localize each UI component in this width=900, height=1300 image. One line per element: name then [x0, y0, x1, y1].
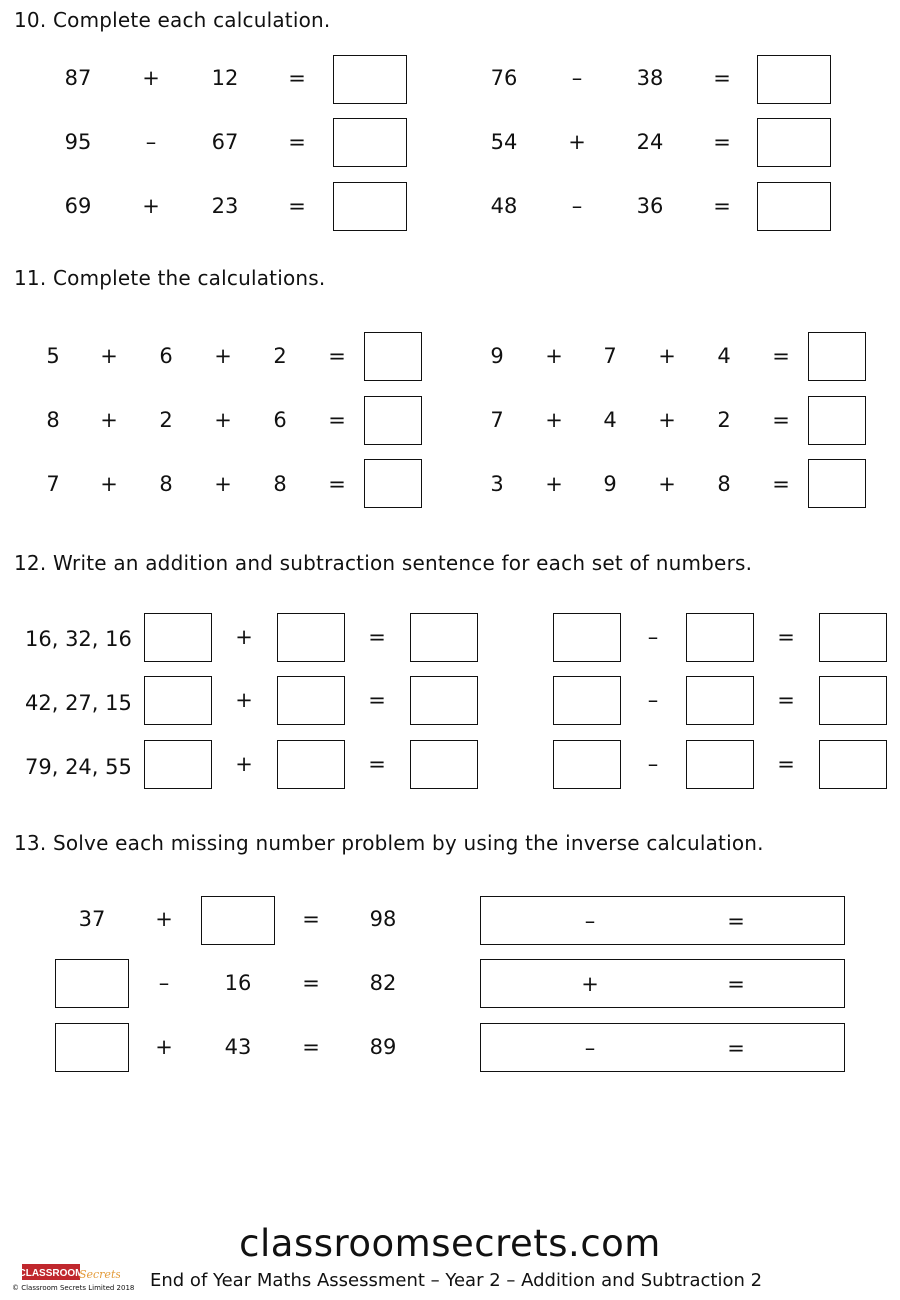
- answer-box[interactable]: [277, 613, 345, 662]
- answer-box[interactable]: [144, 613, 212, 662]
- operand: 8: [717, 472, 731, 496]
- equals-sign: =: [302, 1035, 320, 1059]
- operator: +: [214, 408, 232, 432]
- operator: +: [142, 66, 160, 90]
- answer-box[interactable]: [808, 332, 866, 381]
- equals-sign: =: [772, 344, 790, 368]
- answer-box[interactable]: [55, 1023, 129, 1072]
- answer-box[interactable]: [364, 459, 422, 508]
- answer-box[interactable]: [410, 676, 478, 725]
- question-12-title: 12. Write an addition and subtraction sentence for each set of numbers.: [14, 551, 753, 575]
- operator: –: [145, 130, 157, 154]
- answer-box[interactable]: [686, 676, 754, 725]
- answer-box[interactable]: [410, 613, 478, 662]
- operand: 8: [46, 408, 60, 432]
- equals-sign: =: [328, 472, 346, 496]
- operator: +: [100, 344, 118, 368]
- operand: 9: [603, 472, 617, 496]
- answer-box[interactable]: [144, 676, 212, 725]
- operand: 67: [211, 130, 239, 154]
- operator: +: [100, 408, 118, 432]
- answer-box[interactable]: [364, 332, 422, 381]
- operator: +: [658, 408, 676, 432]
- equals-sign: =: [772, 408, 790, 432]
- equals-sign: =: [777, 688, 795, 712]
- number-set: 42, 27, 15: [25, 691, 132, 715]
- equals-sign: =: [777, 752, 795, 776]
- equals-sign: =: [727, 909, 745, 933]
- operator: +: [214, 344, 232, 368]
- operand: 8: [273, 472, 287, 496]
- operator: –: [584, 1036, 596, 1060]
- equals-sign: =: [713, 194, 731, 218]
- operator: +: [545, 472, 563, 496]
- operator: –: [584, 909, 596, 933]
- equals-sign: =: [713, 66, 731, 90]
- equals-sign: =: [727, 972, 745, 996]
- answer-box[interactable]: [553, 676, 621, 725]
- operand: 4: [717, 344, 731, 368]
- operand: 9: [490, 344, 504, 368]
- operator: –: [571, 66, 583, 90]
- operand: 6: [273, 408, 287, 432]
- answer-box[interactable]: [553, 613, 621, 662]
- operator: –: [647, 688, 659, 712]
- operand: 2: [273, 344, 287, 368]
- answer-box[interactable]: [686, 740, 754, 789]
- operator: +: [155, 907, 173, 931]
- operand: 24: [636, 130, 664, 154]
- svg-text:Secrets: Secrets: [78, 1268, 120, 1281]
- equals-sign: =: [727, 1036, 745, 1060]
- operand: 4: [603, 408, 617, 432]
- operand: 3: [490, 472, 504, 496]
- answer-box[interactable]: [757, 182, 831, 231]
- operand: 48: [490, 194, 518, 218]
- svg-text:CLASSROOM: CLASSROOM: [20, 1268, 84, 1279]
- answer-box[interactable]: [277, 740, 345, 789]
- number-set: 16, 32, 16: [25, 627, 132, 651]
- operand: 76: [490, 66, 518, 90]
- answer-box[interactable]: [757, 55, 831, 104]
- answer-box[interactable]: [757, 118, 831, 167]
- operand: 38: [636, 66, 664, 90]
- operand: 7: [490, 408, 504, 432]
- operator: –: [647, 752, 659, 776]
- equals-sign: =: [328, 344, 346, 368]
- equals-sign: =: [328, 408, 346, 432]
- copyright-notice: © Classroom Secrets Limited 2018: [12, 1284, 135, 1292]
- inverse-calculation-box[interactable]: [480, 959, 845, 1008]
- answer-box[interactable]: [144, 740, 212, 789]
- operand: 95: [64, 130, 92, 154]
- operand: 54: [490, 130, 518, 154]
- result: 98: [369, 907, 397, 931]
- answer-box[interactable]: [333, 182, 407, 231]
- answer-box[interactable]: [808, 459, 866, 508]
- inverse-calculation-box[interactable]: [480, 1023, 845, 1072]
- question-13-title: 13. Solve each missing number problem by using the inverse calculation.: [14, 831, 764, 855]
- operand: 43: [224, 1035, 252, 1059]
- operator: +: [235, 688, 253, 712]
- operand: 7: [46, 472, 60, 496]
- result: 82: [369, 971, 397, 995]
- operator: +: [658, 344, 676, 368]
- operator: +: [235, 752, 253, 776]
- question-11-title: 11. Complete the calculations.: [14, 266, 326, 290]
- equals-sign: =: [302, 971, 320, 995]
- inverse-calculation-box[interactable]: [480, 896, 845, 945]
- answer-box[interactable]: [819, 613, 887, 662]
- equals-sign: =: [288, 66, 306, 90]
- operator: –: [571, 194, 583, 218]
- question-10-title: 10. Complete each calculation.: [14, 8, 331, 32]
- operator: +: [100, 472, 118, 496]
- logo-icon: [20, 1262, 120, 1284]
- answer-box[interactable]: [410, 740, 478, 789]
- answer-box[interactable]: [364, 396, 422, 445]
- answer-box[interactable]: [819, 740, 887, 789]
- operator: +: [545, 408, 563, 432]
- operand: 8: [159, 472, 173, 496]
- answer-box[interactable]: [333, 55, 407, 104]
- classroom-secrets-logo: [20, 1262, 120, 1284]
- answer-box[interactable]: [277, 676, 345, 725]
- footer-title: End of Year Maths Assessment – Year 2 – Addition and Subtraction 2: [150, 1270, 763, 1291]
- equals-sign: =: [368, 688, 386, 712]
- operator: +: [155, 1035, 173, 1059]
- result: 89: [369, 1035, 397, 1059]
- equals-sign: =: [302, 907, 320, 931]
- operand: 6: [159, 344, 173, 368]
- equals-sign: =: [368, 625, 386, 649]
- equals-sign: =: [288, 194, 306, 218]
- site-url: classroomsecrets.com: [239, 1222, 661, 1265]
- answer-box[interactable]: [553, 740, 621, 789]
- operand: 5: [46, 344, 60, 368]
- number-set: 79, 24, 55: [25, 755, 132, 779]
- operand: 2: [159, 408, 173, 432]
- answer-box[interactable]: [55, 959, 129, 1008]
- answer-box[interactable]: [819, 676, 887, 725]
- operator: +: [658, 472, 676, 496]
- operator: –: [158, 971, 170, 995]
- equals-sign: =: [772, 472, 790, 496]
- operator: +: [214, 472, 232, 496]
- equals-sign: =: [288, 130, 306, 154]
- operator: –: [647, 625, 659, 649]
- equals-sign: =: [713, 130, 731, 154]
- operand: 7: [603, 344, 617, 368]
- equals-sign: =: [777, 625, 795, 649]
- operator: +: [581, 972, 599, 996]
- operand: 23: [211, 194, 239, 218]
- operand: 87: [64, 66, 92, 90]
- operator: +: [568, 130, 586, 154]
- operand: 37: [78, 907, 106, 931]
- operator: +: [142, 194, 160, 218]
- answer-box[interactable]: [333, 118, 407, 167]
- equals-sign: =: [368, 752, 386, 776]
- answer-box[interactable]: [201, 896, 275, 945]
- operator: +: [545, 344, 563, 368]
- answer-box[interactable]: [808, 396, 866, 445]
- operand: 69: [64, 194, 92, 218]
- operator: +: [235, 625, 253, 649]
- operand: 12: [211, 66, 239, 90]
- operand: 2: [717, 408, 731, 432]
- operand: 36: [636, 194, 664, 218]
- answer-box[interactable]: [686, 613, 754, 662]
- operand: 16: [224, 971, 252, 995]
